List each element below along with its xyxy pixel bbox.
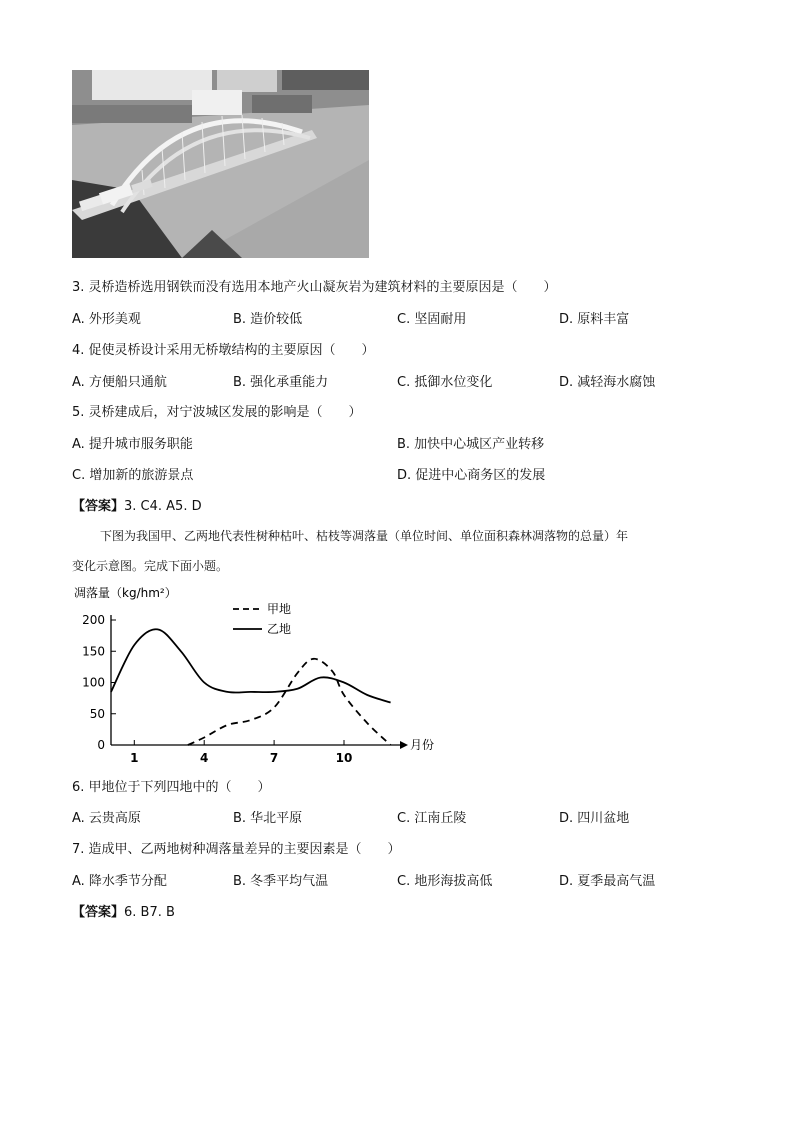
y-tick-label: 0 (97, 738, 105, 752)
question-3-option-c[interactable]: C. 坚固耐用 (397, 312, 467, 327)
litterfall-chart (70, 580, 450, 770)
question-4-option-c[interactable]: C. 抵御水位变化 (397, 375, 493, 390)
question-4-option-b[interactable]: B. 强化承重能力 (233, 375, 329, 390)
y-tick-label: 200 (82, 613, 105, 627)
x-tick-label: 10 (335, 751, 353, 765)
question-5-option-a[interactable]: A. 提升城市服务职能 (72, 437, 193, 452)
answer-text: 3. C4. A5. D (124, 499, 202, 514)
question-4-option-d[interactable]: D. 减轻海水腐蚀 (559, 375, 656, 390)
question-7-option-b[interactable]: B. 冬季平均气温 (233, 874, 329, 889)
legend-label-jia: 甲地 (267, 602, 292, 616)
question-6-option-a[interactable]: A. 云贵高原 (72, 811, 141, 826)
question-3-option-b[interactable]: B. 造价较低 (233, 312, 303, 327)
question-5-stem: 5. 灵桥建成后，对宁波城区发展的影响是（ ） (72, 405, 362, 420)
question-6-stem: 6. 甲地位于下列四地中的（ ） (72, 780, 271, 795)
x-tick-label: 1 (130, 751, 139, 765)
question-3-option-a[interactable]: A. 外形美观 (72, 312, 141, 327)
question-5-option-c[interactable]: C. 增加新的旅游景点 (72, 468, 194, 483)
y-tick-label: 50 (89, 706, 105, 721)
intro-line-1: 下图为我国甲、乙两地代表性树种枯叶、枯枝等凋落量（单位时间、单位面积森林凋落物的总量）年 (100, 529, 629, 543)
question-5-option-b[interactable]: B. 加快中心城区产业转移 (397, 437, 545, 452)
question-7-option-d[interactable]: D. 夏季最高气温 (559, 874, 656, 889)
x-axis-label: 月份 (410, 738, 435, 752)
answer-block-2 (72, 901, 175, 920)
question-3-option-d[interactable]: D. 原料丰富 (559, 312, 630, 327)
bridge-photo-drawing (72, 70, 369, 258)
question-7-stem: 7. 造成甲、乙两地树种凋落量差异的主要因素是（ ） (72, 842, 401, 857)
question-4-option-a[interactable]: A. 方便船只通航 (72, 375, 167, 390)
x-tick-label: 7 (269, 751, 279, 765)
series-line-jia (188, 659, 391, 745)
question-6-option-c[interactable]: C. 江南丘陵 (397, 811, 467, 826)
question-7-option-a[interactable]: A. 降水季节分配 (72, 874, 167, 889)
y-axis-label: 凋落量（kg/hm²） (74, 586, 177, 600)
question-6-option-b[interactable]: B. 华北平原 (233, 811, 303, 826)
bridge-photo (72, 70, 369, 258)
question-7-option-c[interactable]: C. 地形海拔高低 (397, 874, 493, 889)
answer-text: 6. B7. B (124, 905, 175, 920)
question-4-stem: 4. 促使灵桥设计采用无桥墩结构的主要原因（ ） (72, 343, 375, 358)
question-6-option-d[interactable]: D. 四川盆地 (559, 811, 630, 826)
legend-label-yi: 乙地 (267, 622, 292, 636)
x-axis-arrow (400, 741, 408, 749)
y-tick-label: 100 (82, 675, 105, 690)
x-tick-label: 4 (200, 751, 209, 765)
answer-tag: 【答案】 (72, 499, 125, 514)
series-line-yi (111, 629, 391, 702)
question-3-stem: 3. 灵桥造桥选用钢铁而没有选用本地产火山凝灰岩为建筑材料的主要原因是（ ） (72, 280, 557, 295)
question-5-option-d[interactable]: D. 促进中心商务区的发展 (397, 468, 546, 483)
answer-tag: 【答案】 (72, 905, 125, 920)
y-tick-label: 150 (82, 644, 105, 659)
intro-line-2: 变化示意图。完成下面小题。 (72, 559, 229, 573)
answer-block-1 (72, 495, 202, 514)
